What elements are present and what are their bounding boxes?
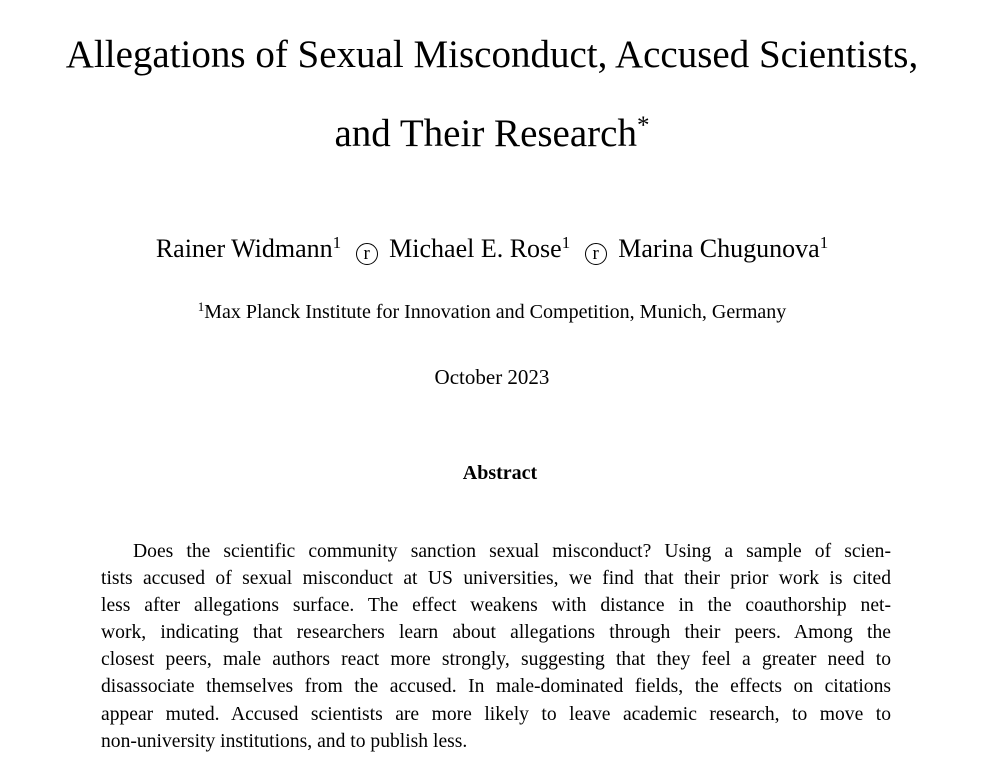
paper-title-text: and Their Research [334,112,637,155]
abstract-body [101,538,891,755]
abstract-line: less after allegations surface. The effect weakens with distance in the coauthorship net- [101,595,891,617]
abstract-line: non-university institutions, and to publish less. [101,730,468,752]
author-affiliation-mark: 1 [819,233,829,252]
affiliation-mark: 1 [197,299,205,314]
abstract-line: closest peers, male authors react more strongly, suggesting that they feel a greater need to [101,649,891,671]
random-order-icon: r [585,243,607,265]
affiliation-text: Max Planck Institute for Innovation and Competition, Munich, Germany [204,301,787,323]
author-name: Michael E. Rose [389,234,562,263]
author-affiliation-mark: 1 [332,233,342,252]
abstract-heading: Abstract [462,462,538,484]
author-list [0,233,984,265]
random-order-icon: r [356,243,378,265]
publication-date: October 2023 [434,365,550,389]
author-name: Marina Chugunova [618,234,820,263]
affiliation [0,299,984,323]
abstract-line: Does the scientific community sanction sexual misconduct? Using a sample of scien- [133,541,891,562]
paper-title-line-1: Allegations of Sexual Misconduct, Accused Scientists, [65,33,919,76]
abstract-line: work, indicating that researchers learn about allegations through their peers. Among the [101,622,891,644]
abstract-line: tists accused of sexual misconduct at US universities, we find that their prior work is cited [101,568,891,590]
abstract-line: disassociate themselves from the accused. In male-dominated fields, the effects on citations [101,676,891,698]
title-footnote-mark: * [636,112,650,139]
author-affiliation-mark: 1 [561,233,571,252]
author-name: Rainer Widmann [155,234,333,263]
paper-title-line-2 [0,114,984,153]
abstract-line: appear muted. Accused scientists are more likely to leave academic research, to move to [101,703,891,725]
